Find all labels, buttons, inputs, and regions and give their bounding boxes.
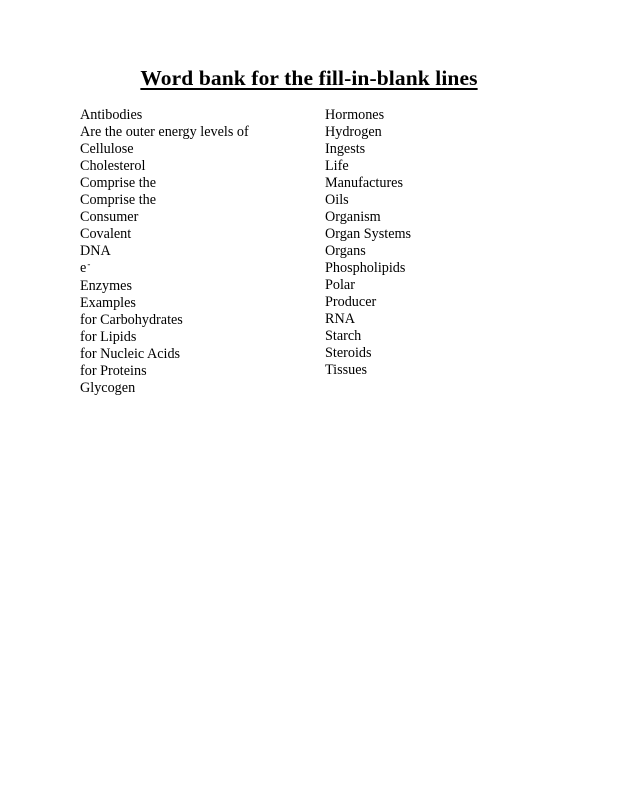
word-item: Cellulose [80,141,134,157]
word-item: Hormones [325,107,385,123]
word-item: Antibodies [80,107,143,123]
word-item: Examples [80,295,136,311]
word-item: Steroids [325,345,372,361]
electron-charge-superscript: - [87,259,91,269]
word-item: Organism [325,209,381,225]
word-item: for Carbohydrates [80,312,183,328]
word-item: Producer [325,294,377,310]
word-item: Enzymes [80,278,133,294]
word-bank-right-column [325,107,411,379]
word-bank-left-column [80,107,249,397]
word-item-electron [80,260,249,278]
word-item: Covalent [80,226,132,242]
page-title: Word bank for the fill-in-blank lines [140,66,478,90]
word-item: Oils [325,192,349,208]
word-item: Cholesterol [80,158,146,174]
word-item: Phospholipids [325,260,406,276]
word-item: Organ Systems [325,226,412,242]
word-item: Organs [325,243,366,259]
word-item: for Lipids [80,329,137,345]
word-item: Tissues [325,362,368,378]
word-item: RNA [325,311,355,327]
word-item: Polar [325,277,355,293]
word-item: Hydrogen [325,124,382,140]
word-item: Starch [325,328,362,344]
word-item: Consumer [80,209,139,225]
word-item: Glycogen [80,380,136,396]
word-item: for Nucleic Acids [80,346,181,362]
word-item: DNA [80,243,111,259]
word-item: Comprise the [80,175,157,191]
word-item: Life [325,158,349,174]
electron-symbol: e [80,260,87,276]
word-item: Are the outer energy levels of [80,124,249,140]
word-item: Comprise the [80,192,157,208]
word-item: Manufactures [325,175,403,191]
word-item: for Proteins [80,363,147,379]
word-item: Ingests [325,141,366,157]
